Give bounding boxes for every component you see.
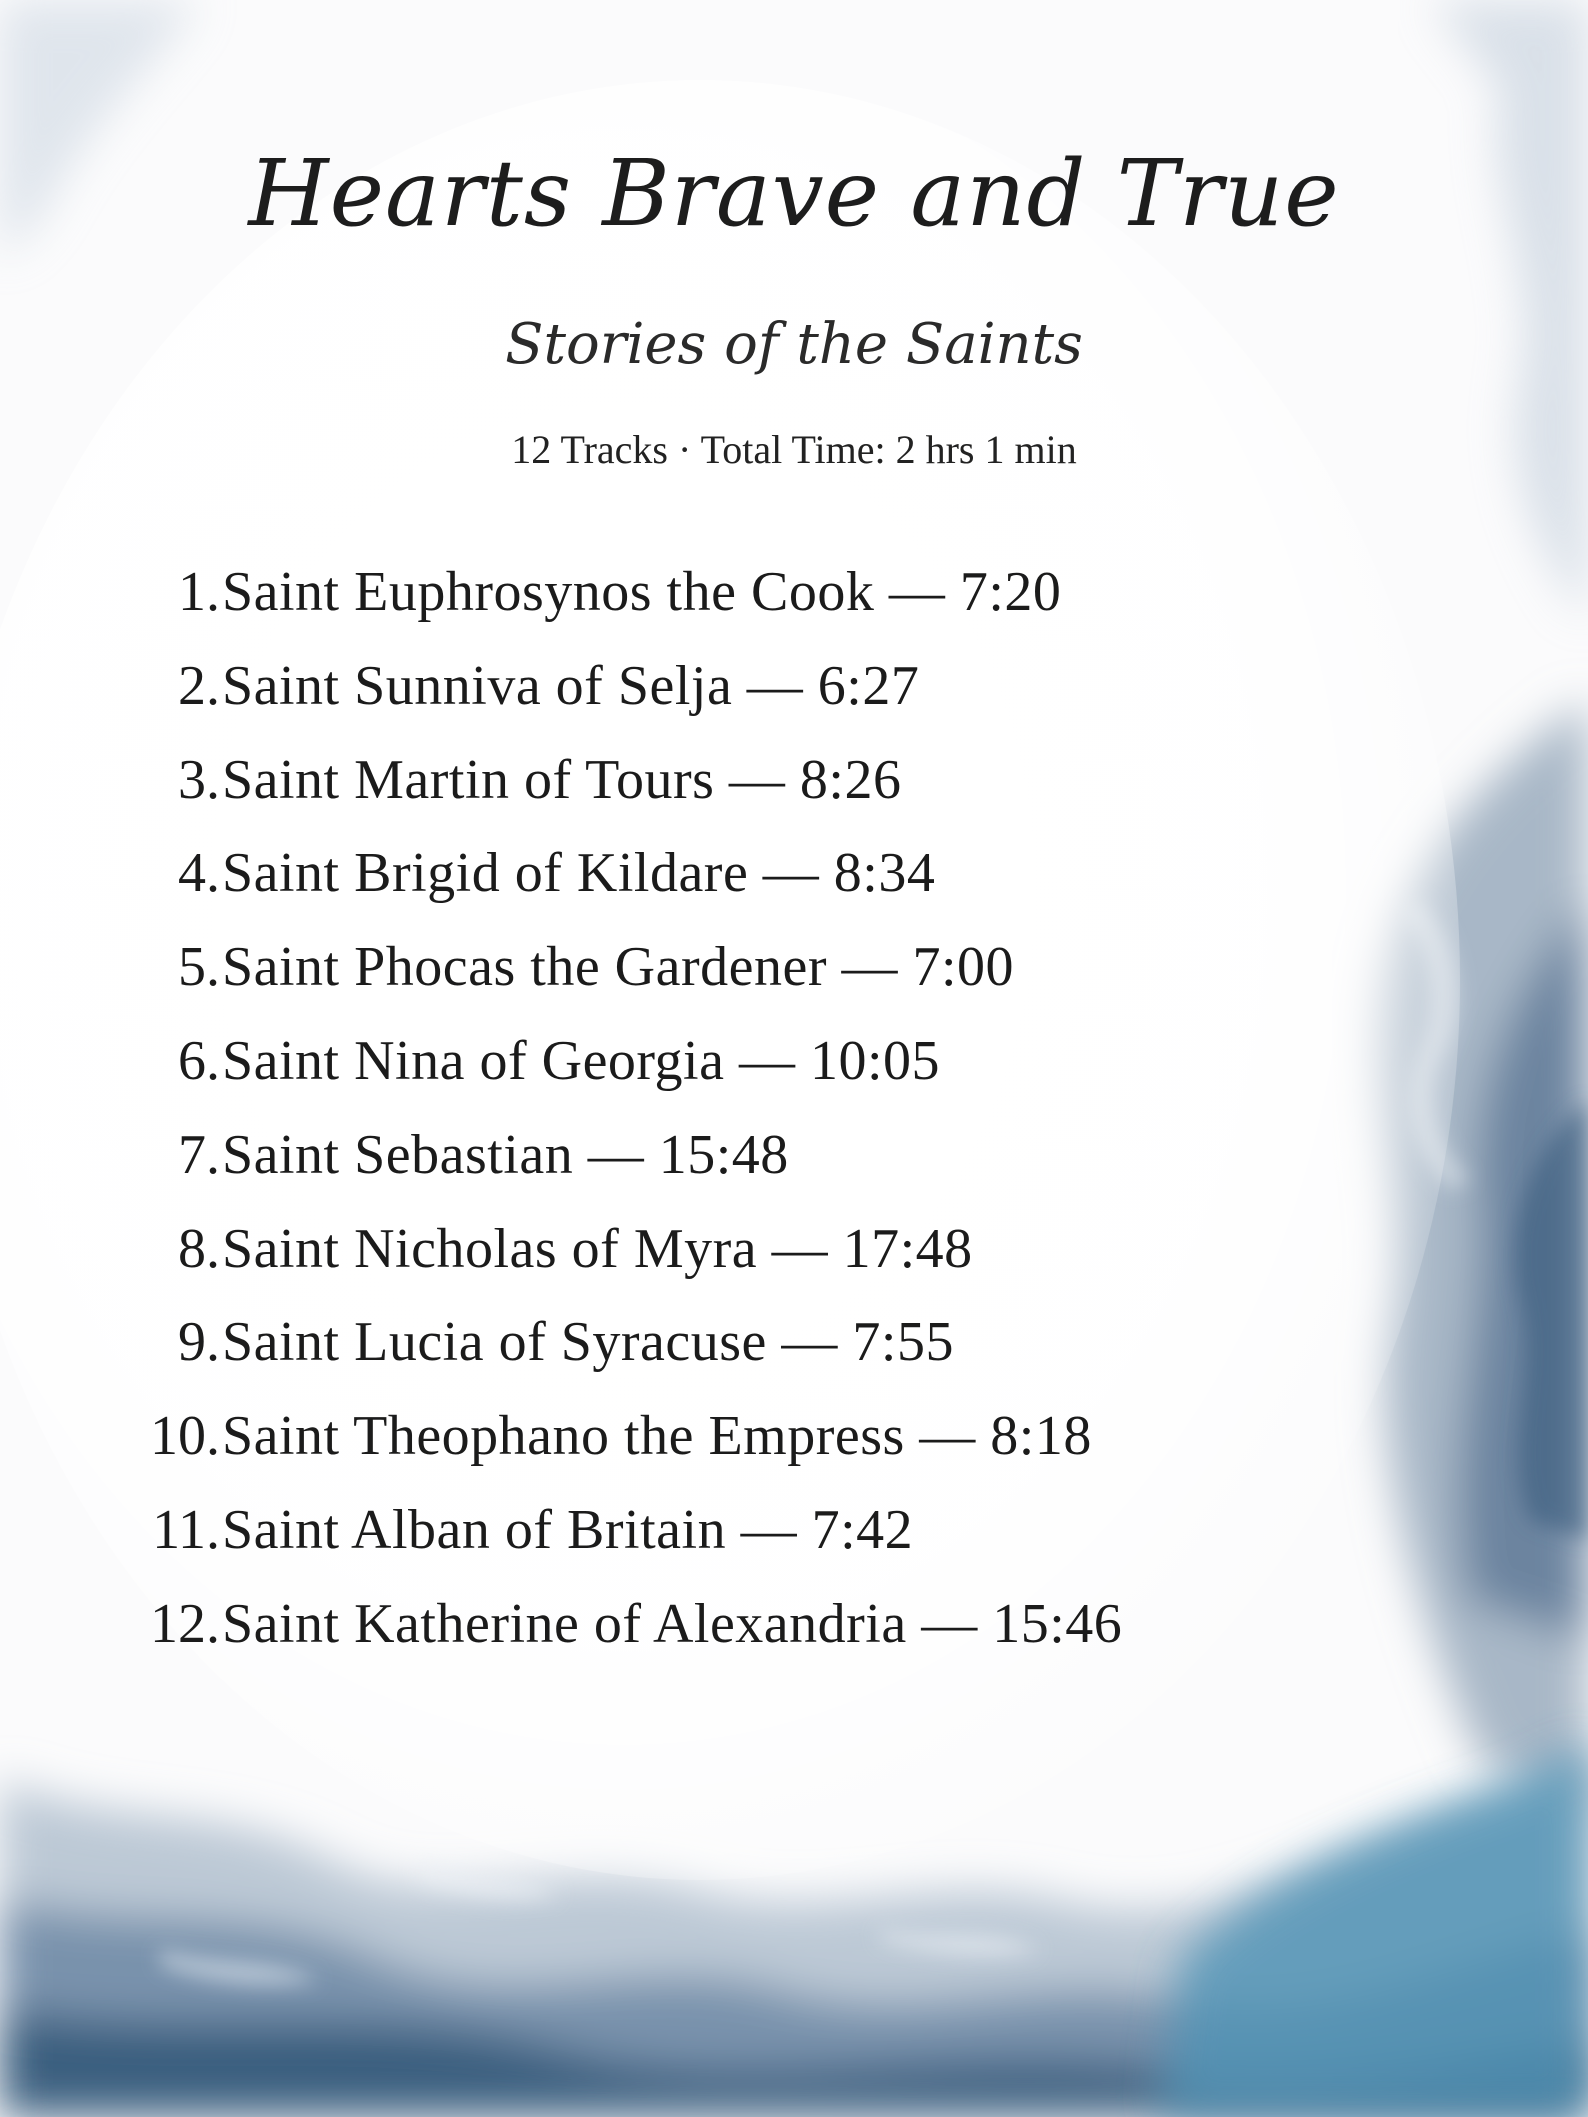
track-title: Saint Nina of Georgia — 10:05 <box>222 1029 941 1092</box>
track-title: Saint Brigid of Kildare — 8:34 <box>222 842 936 905</box>
track-item <box>0 1592 1588 1686</box>
track-number: 10. <box>150 1405 220 1468</box>
track-item <box>0 841 1588 935</box>
track-number: 7. <box>178 1123 220 1186</box>
track-number: 3. <box>178 748 220 811</box>
track-title: Saint Theophano the Empress — 8:18 <box>222 1405 1092 1468</box>
track-number: 9. <box>178 1311 220 1374</box>
track-list <box>0 560 1588 1686</box>
track-title: Saint Lucia of Syracuse — 7:55 <box>222 1311 954 1374</box>
album-subtitle: Stories of the Saints <box>505 312 1083 377</box>
track-title: Saint Phocas the Gardener — 7:00 <box>222 936 1015 999</box>
album-title: Hearts Brave and True <box>248 140 1340 247</box>
track-title: Saint Euphrosynos the Cook — 7:20 <box>222 561 1062 623</box>
track-item <box>0 654 1588 748</box>
track-item <box>0 1123 1588 1217</box>
track-number: 8. <box>178 1217 220 1280</box>
track-number: 12. <box>150 1592 220 1655</box>
track-item <box>0 1498 1588 1592</box>
track-item <box>0 1310 1588 1404</box>
track-summary: 12 Tracks · Total Time: 2 hrs 1 min <box>511 427 1077 472</box>
track-item <box>0 560 1588 654</box>
track-item <box>0 1217 1588 1311</box>
track-item <box>0 1029 1588 1123</box>
track-number: 4. <box>178 842 220 905</box>
track-title: Saint Alban of Britain — 7:42 <box>222 1498 914 1561</box>
track-number: 6. <box>178 1029 220 1092</box>
track-number: 1. <box>178 561 220 623</box>
top-right-smoke <box>1430 0 1588 620</box>
track-title: Saint Martin of Tours — 8:26 <box>222 748 902 811</box>
bottom-right-teal-smoke <box>1160 1740 1588 2117</box>
track-number: 5. <box>178 936 220 999</box>
track-number: 11. <box>152 1498 220 1561</box>
track-number: 2. <box>178 654 220 717</box>
track-title: Saint Sebastian — 15:48 <box>222 1123 789 1186</box>
track-title: Saint Nicholas of Myra — 17:48 <box>222 1217 973 1280</box>
track-item <box>0 935 1588 1029</box>
track-item <box>0 1404 1588 1498</box>
track-title: Saint Sunniva of Selja — 6:27 <box>222 654 920 717</box>
track-item <box>0 748 1588 842</box>
track-title: Saint Katherine of Alexandria — 15:46 <box>222 1592 1123 1655</box>
